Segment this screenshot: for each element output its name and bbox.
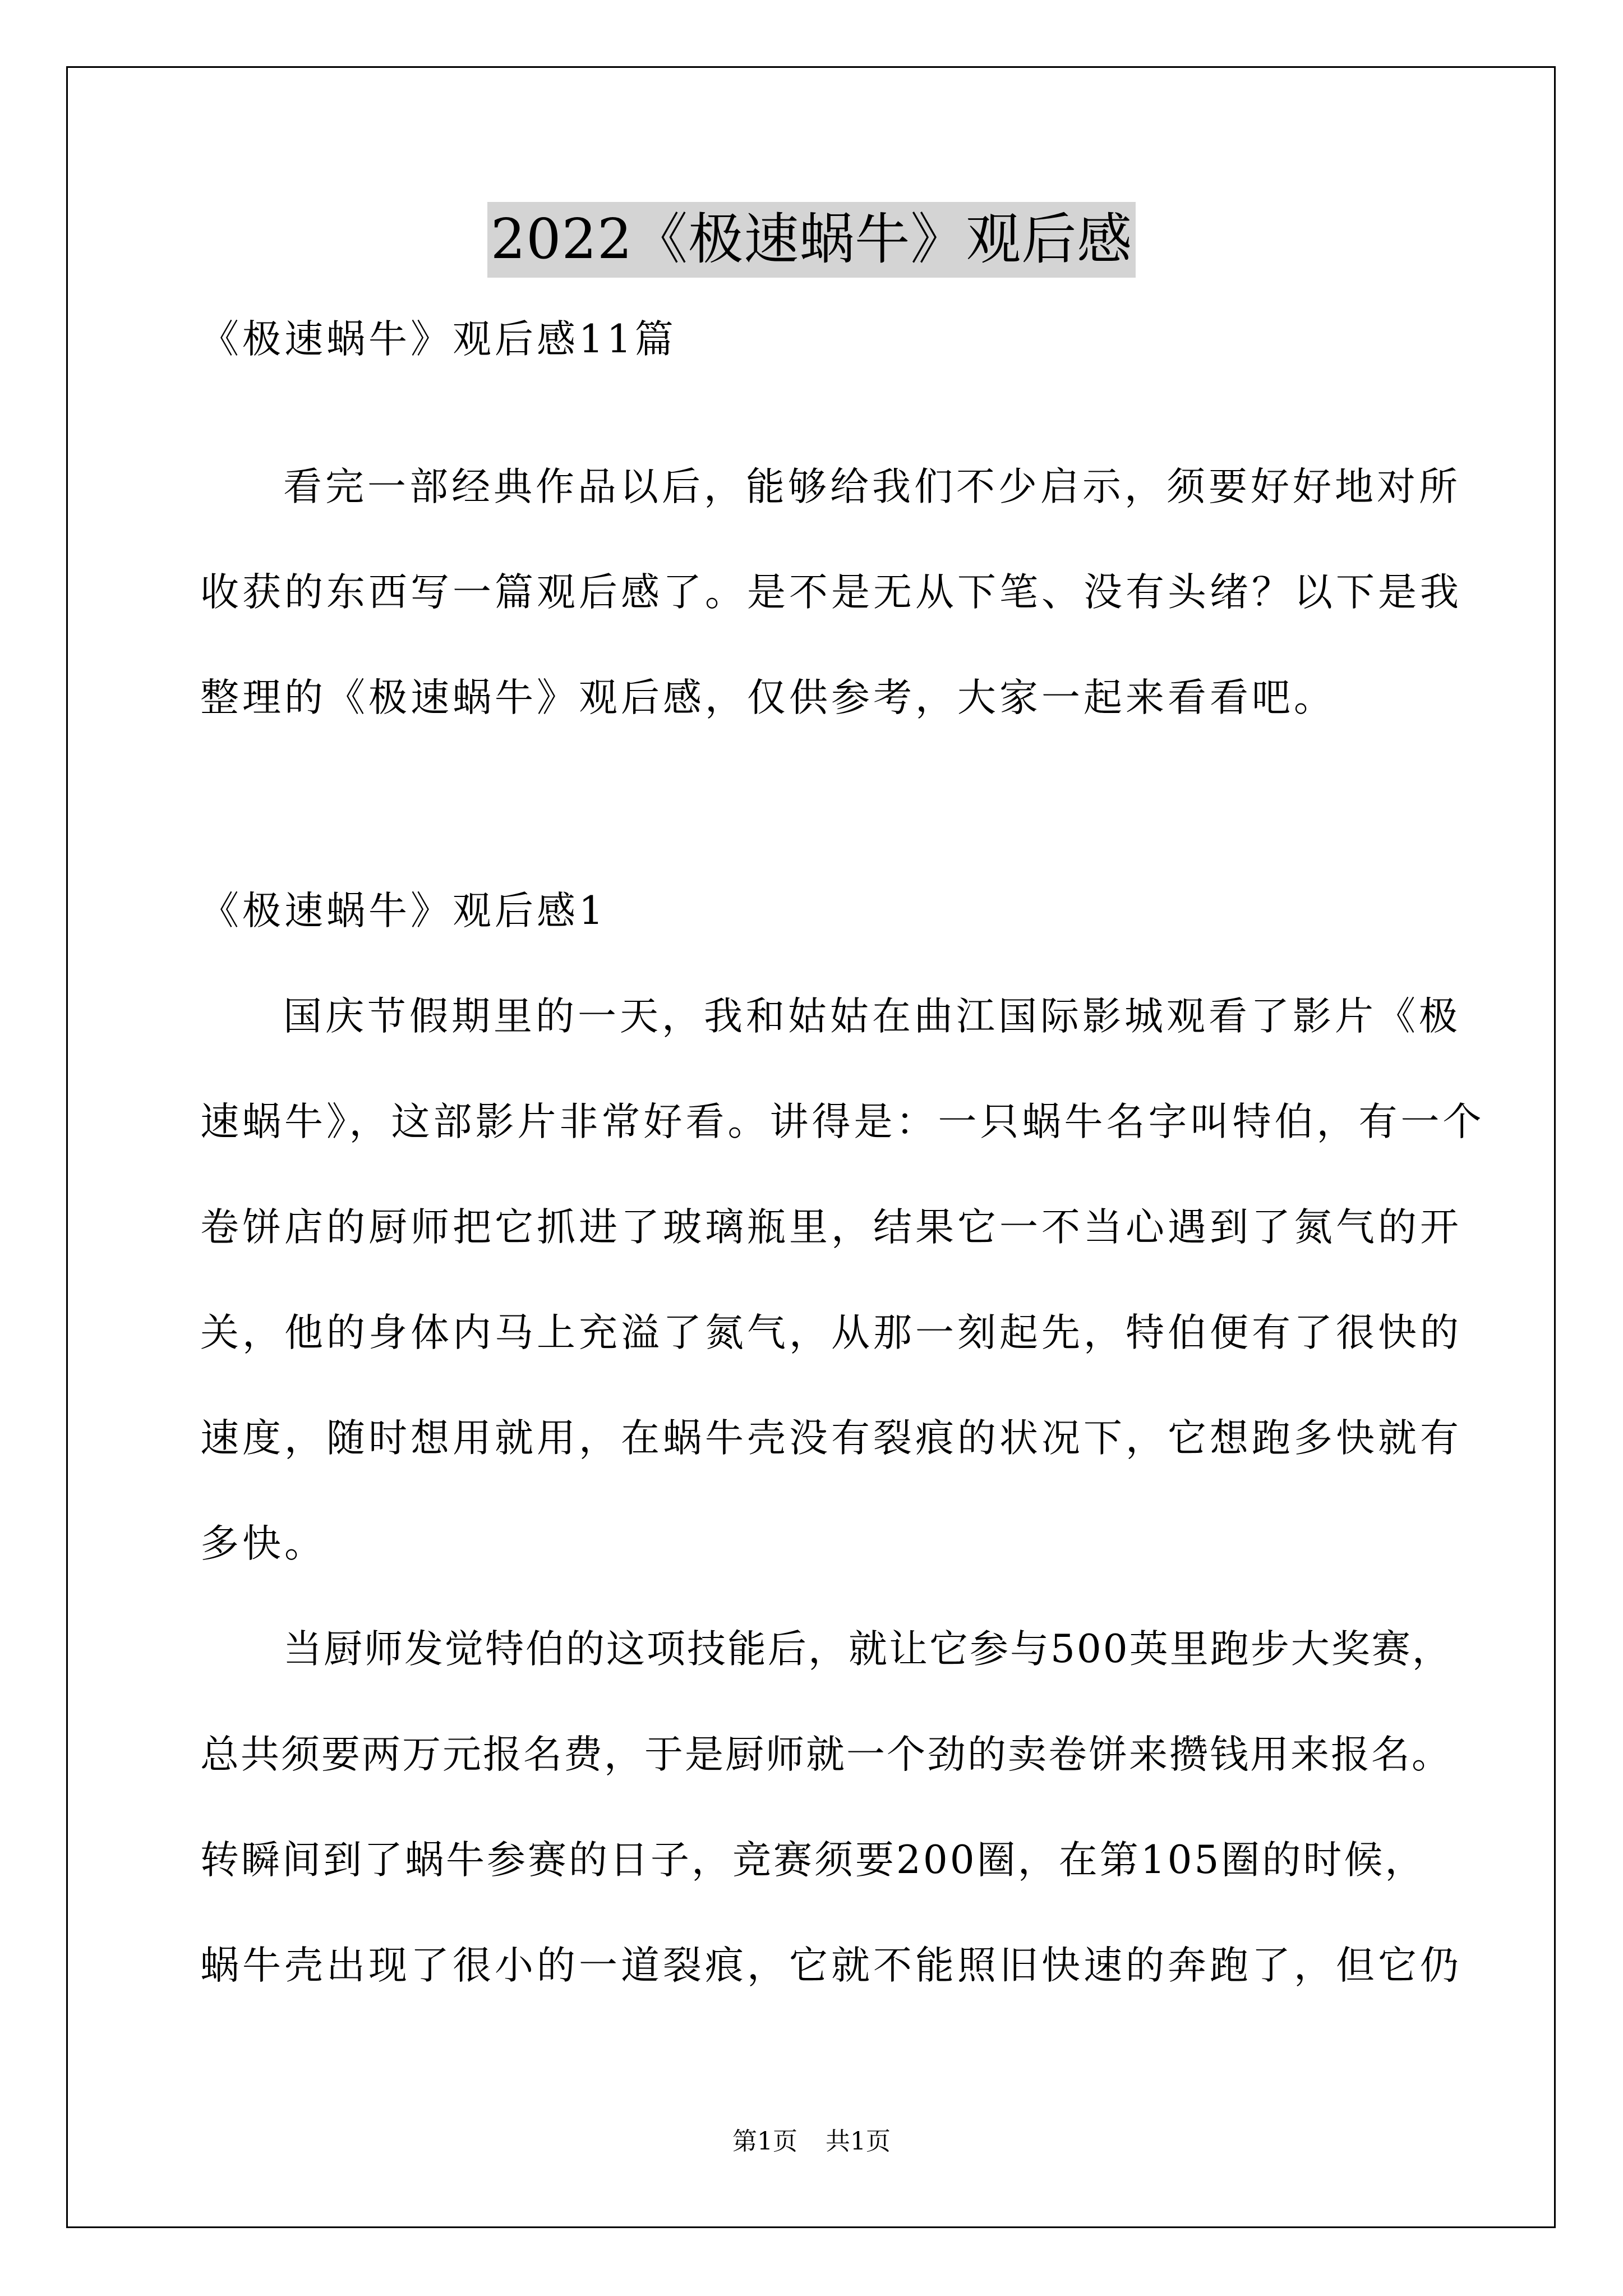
intro-line: 整理的《极速蜗牛》观后感，仅供参考，大家一起来看看吧。 [200, 675, 1336, 720]
paragraph1-line: 关，他的身体内马上充溢了氮气，从那一刻起先，特伯便有了很快的 [200, 1310, 1462, 1355]
paragraph2-line: 当厨师发觉特伯的这项技能后，就让它参与500英里跑步大奖赛， [283, 1627, 1453, 1672]
paragraph1-line: 卷饼店的厨师把它抓进了玻璃瓶里，结果它一不当心遇到了氮气的开 [200, 1205, 1462, 1250]
page-footer [0, 2125, 1623, 2159]
paragraph2-line: 转瞬间到了蜗牛参赛的日子，竞赛须要200圈，在第105圈的时候， [200, 1838, 1426, 1883]
page-total: 共1页 [826, 2127, 891, 2156]
document-subtitle: 《极速蜗牛》观后感11篇 [200, 317, 677, 362]
document-title: 2022《极速蜗牛》观后感 [487, 202, 1136, 278]
paragraph1-line: 国庆节假期里的一天，我和姑姑在曲江国际影城观看了影片《极 [283, 994, 1461, 1039]
page-number: 第1页 [732, 2127, 797, 2156]
paragraph1-line: 速蜗牛》，这部影片非常好看。讲得是：一只蜗牛名字叫特伯，有一个 [200, 1099, 1485, 1144]
section-heading: 《极速蜗牛》观后感1 [200, 889, 607, 933]
paragraph2-line: 蜗牛壳出现了很小的一道裂痕，它就不能照旧快速的奔跑了，但它仍 [200, 1943, 1462, 1988]
intro-line: 收获的东西写一篇观后感了。是不是无从下笔、没有头绪？以下是我 [200, 570, 1462, 615]
paragraph1-line: 多快。 [200, 1521, 326, 1566]
intro-line: 看完一部经典作品以后，能够给我们不少启示，须要好好地对所 [283, 464, 1461, 509]
title-container [0, 202, 1623, 278]
paragraph2-line: 总共须要两万元报名费，于是厨师就一个劲的卖卷饼来攒钱用来报名。 [200, 1732, 1452, 1777]
paragraph1-line: 速度，随时想用就用，在蜗牛壳没有裂痕的状况下，它想跑多快就有 [200, 1416, 1462, 1461]
